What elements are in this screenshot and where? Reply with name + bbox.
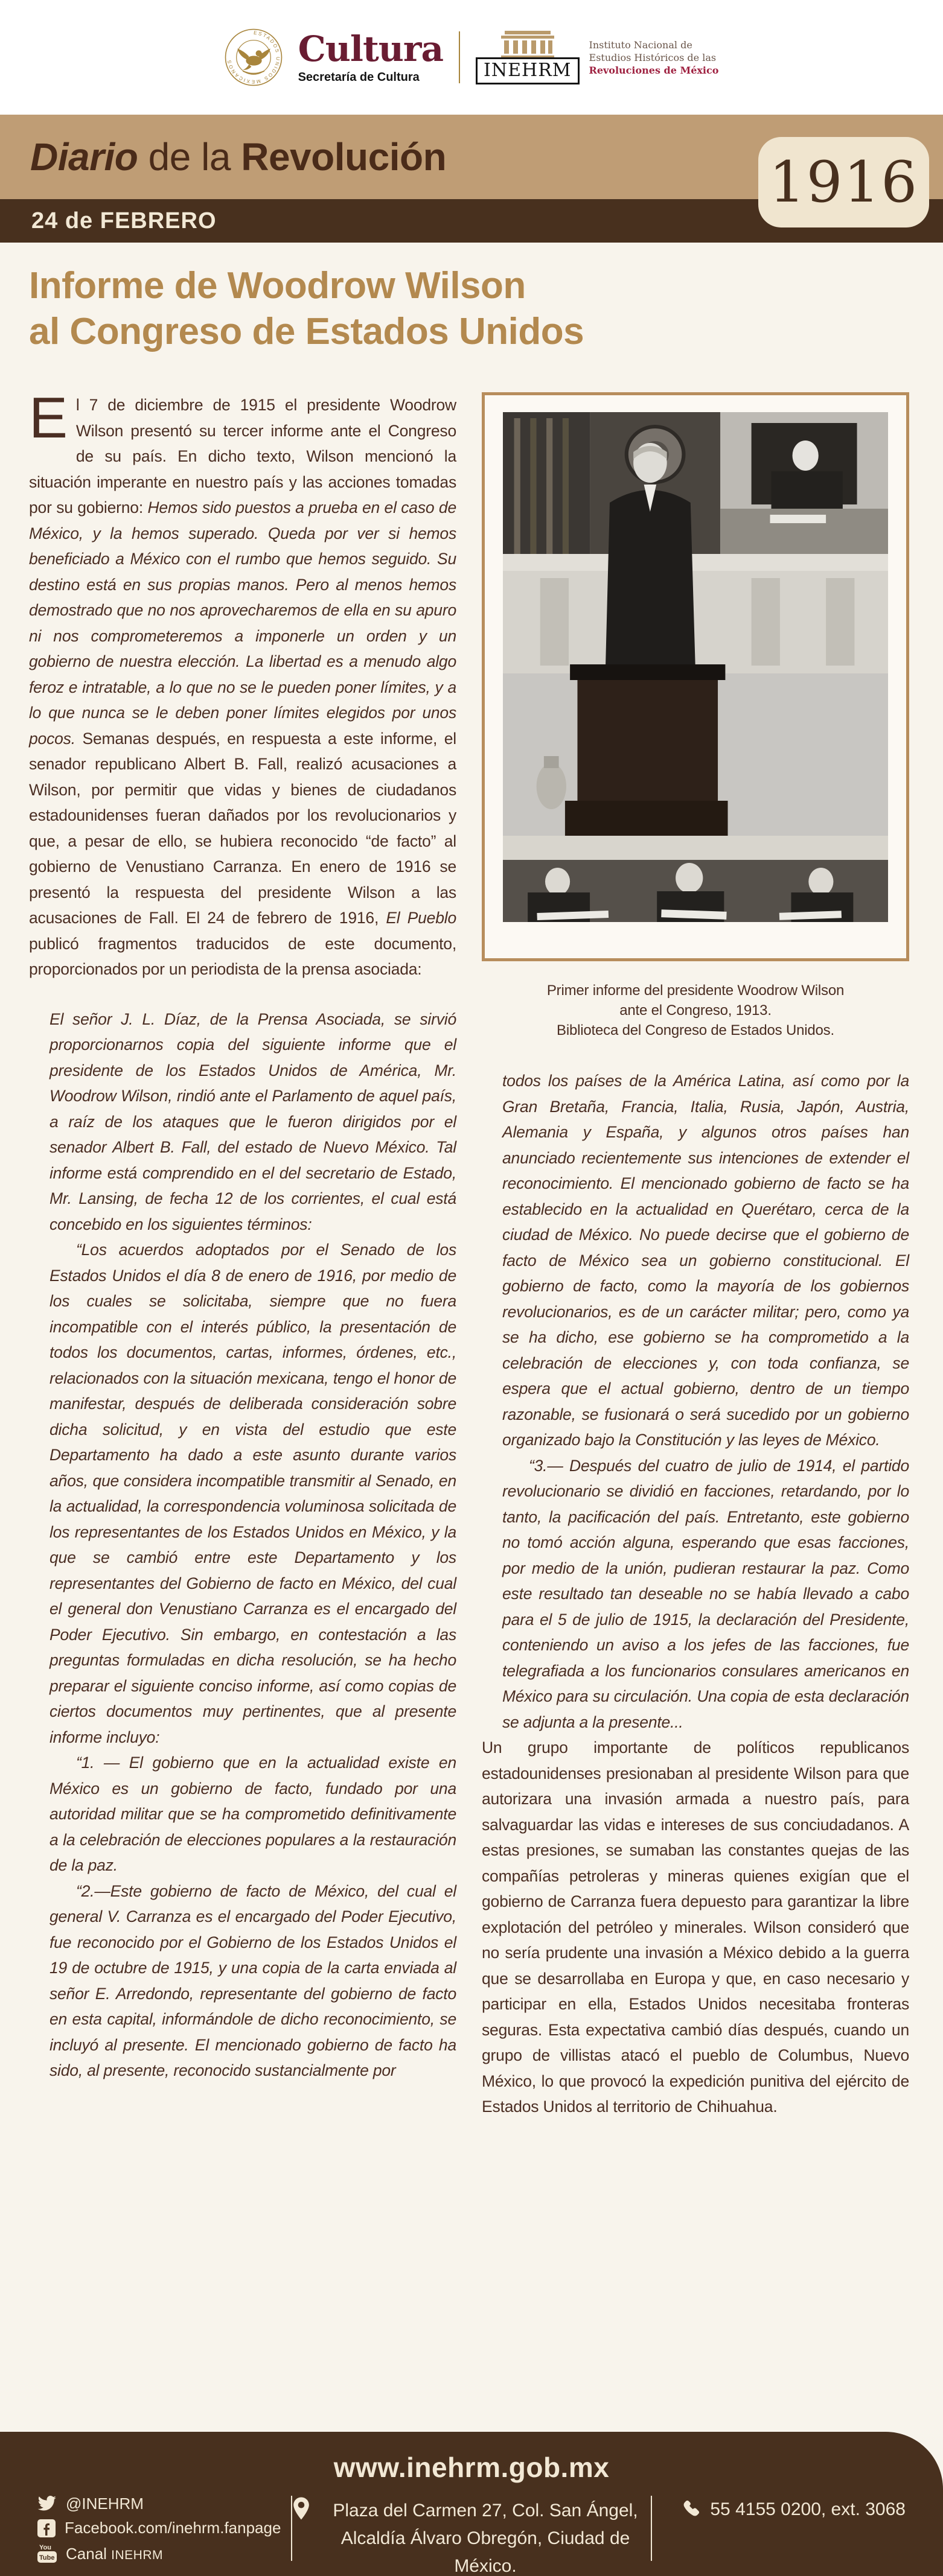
seal-circular-text: ESTADOS UNIDOS MEXICANOS	[226, 30, 281, 85]
article-title	[29, 263, 909, 355]
wilson-quote-inline: Hemos sido puestos a prueba en el caso de México, y la hemos superado. Queda por ver si hemos beneficiado a México con el rumbo que hemos seguido. Su destino está en sus propias manos. Pero al menos hemos demostrado que no nos aprovecharemos de ella en su apuro ni nos comprometeremos a imponerle un orden y un gobierno de nuestra elección. La libertad es a menudo algo feroz e intratable, a lo que no se le pueden poner límites, y a lo que nunca se le deben poner límites elegidos por unos pocos.	[29, 498, 457, 748]
masthead-title	[30, 135, 446, 179]
intro-text-1: l 7 de diciembre de 1915 el presidente Woodrow Wilson presentó su tercer informe ante el Congreso de su país. En dicho texto, Wilson mencionó la situación imperante en nuestro país y las acciones tomadas por su gobierno:	[29, 396, 456, 517]
youtube-icon	[37, 2543, 57, 2565]
photo-caption-line1: Primer informe del presidente Woodrow Wilson	[546, 982, 845, 999]
phone-block	[652, 2495, 906, 2576]
inehrm-building-icon	[501, 31, 554, 59]
inehrm-name-line3: Revoluciones de México	[589, 64, 719, 76]
facebook-icon	[37, 2519, 56, 2537]
facebook-label: Facebook.com/inehrm.fanpage	[65, 2519, 281, 2537]
website-url[interactable]: www.inehrm.gob.mx	[333, 2452, 610, 2483]
translated-report-quote-right	[502, 1068, 909, 1735]
phone-number: 55 4155 0200, ext. 3068	[710, 2499, 906, 2519]
date-label: 24 de FEBRERO	[31, 208, 217, 234]
closing-paragraph: Un grupo importante de políticos republicanos estadounidenses presionaban al presidente Wilson para que autorizara una invasión armada a nuestro país, para salvaguardar las vidas e intereses de sus conciudadanos. A estas presiones, se sumaban las constantes quejas de las compañías petroleras y mineras quienes exigían que el gobierno de Carranza fuera depuesto para garantizar la libre explotación del petróleo y minerales. Wilson consideró que no sería prudente una invasión a México debido a la guerra que se desarrollaba en Europa y que, en caso necesario y participar en ella, Estados Unidos necesitaba fronteras seguras. Esta expectativa cambió días después, cuando un grupo de villistas atacó el pueblo de Columbus, Nuevo México, lo que provocó la expedición punitiva del ejército de Estados Unidos al territorio de Chihuahua.	[482, 1738, 909, 2116]
year-badge	[758, 137, 929, 227]
el-pueblo-title: El Pueblo	[386, 909, 456, 927]
logo-divider	[459, 31, 460, 83]
left-column	[29, 386, 457, 2120]
location-pin-icon	[292, 2497, 310, 2520]
youtube-label-prefix: Canal	[66, 2544, 112, 2563]
dropcap: E	[29, 386, 68, 450]
right-column	[482, 392, 909, 2120]
address-line1: Plaza del Carmen 27, Col. San Ángel,	[333, 2501, 638, 2520]
inehrm-full-name	[589, 39, 719, 77]
photo-caption-line2: ante el Congreso, 1913.	[619, 1002, 772, 1019]
article-title-line2: al Congreso de Estados Unidos	[29, 311, 584, 352]
masthead-title-connector: de la	[138, 135, 241, 179]
quote-paragraph: “Los acuerdos adoptados por el Senado de los Estados Unidos el día 8 de enero de 1916, por medio de los cuales se solicitaba, siempre que no fuera incompatible con el interés público, la presentación de todos los documentos, cartas, informes, órdenes, etc., relacionados con la situación mexicana, tengo el honor de manifestar, después de deliberada consideración sobre dicha solicitud, y en vista del estudio que este Departamento ha dado a este asunto durante varios años, que considera incompatible transmitir al Senado, en la actualidad, la correspondencia voluminosa solicitada de los representantes de los Estados Unidos en México, y la que se cambió entre este Departamento y los representantes del Gobierno de facto en México, del cual el general don Venustiano Carranza es el encargado del Poder Ejecutivo. Sin embargo, en contestación a las preguntas formuladas en dicha resolución, se ha hecho preparar el siguiente conciso informe, así como copias de ciertos documentos muy pertinentes, que al presente informe incluyo:	[50, 1241, 456, 1746]
twitter-handle: @INEHRM	[66, 2495, 144, 2513]
youtube-link[interactable]	[37, 2543, 291, 2565]
photo-caption	[482, 981, 909, 1040]
quote-paragraph: El señor J. L. Díaz, de la Prensa Asociada, se sirvió proporcionarnos copia del siguiente informe que el presidente de los Estados Unidos de América, Mr. Woodrow Wilson, rindió ante el Parlamento de aquel país, a raíz de los ataques que le fueron dirigidos por el senador Albert B. Fall, del estado de Nuevo México. Tal informe está comprendido en el del secretario de Estado, Mr. Lansing, de fecha 12 de los corrientes, el cual está concebido en los siguientes términos:	[50, 1010, 456, 1233]
youtube-label	[66, 2545, 163, 2563]
inehrm-logo	[476, 31, 718, 84]
translated-report-quote-left	[50, 1007, 456, 2084]
twitter-icon	[37, 2496, 57, 2512]
article	[0, 243, 943, 2432]
cultura-tagline: Secretaría de Cultura	[298, 70, 420, 84]
phone-icon	[683, 2499, 700, 2516]
inehrm-name-line2: Estudios Históricos de las	[589, 51, 717, 63]
mexico-seal-icon	[225, 28, 283, 86]
inehrm-acronym: INEHRM	[476, 57, 579, 84]
intro-text-3: publicó fragmentos traducidos de este documento, proporcionados por un periodista de la prensa asociada:	[29, 934, 456, 978]
inehrm-name-line1: Instituto Nacional de	[589, 39, 692, 51]
cultura-logo	[298, 28, 444, 84]
address-block	[292, 2495, 651, 2576]
quote-paragraph: “2.—Este gobierno de facto de México, del cual el general V. Carranza es el encargado del Poder Ejecutivo, fue reconocido por el Gobierno de los Estados Unidos el 19 de octubre de 1915, y una copia de la carta enviada al señor E. Arredondo, representante del gobierno de facto en esta capital, informándole de dicho reconocimiento, se incluyó al presente. El mencionado gobierno de facto ha sido, al presente, reconocido sustancialmente por	[50, 1881, 456, 2079]
photo-caption-line3: Biblioteca del Congreso de Estados Unidos.	[557, 1022, 834, 1038]
youtube-label-acronym: INEHRM	[111, 2548, 163, 2562]
social-links	[37, 2495, 291, 2576]
cultura-wordmark: Cultura	[298, 28, 444, 69]
institutional-header	[0, 0, 943, 115]
footer	[0, 2432, 943, 2576]
youtube-icon-you: You	[39, 2544, 51, 2551]
quote-paragraph: todos los países de la América Latina, así como por la Gran Bretaña, Francia, Italia, Rusia, Japón, Austria, Alemania y España, y algunos otros países han anunciado recientemente sus intenciones de extender el reconocimiento. El mencionado gobierno de facto se ha establecido en la actualidad en Querétaro, cerca de la ciudad de México. No puede decirse que el gobierno de facto de México sea un gobierno constitucional. El gobierno de facto, como la mayoría de los gobiernos revolucionarios, es de un carácter militar; pero, como ya se ha dicho, ese gobierno se ha comprometido a la celebración de elecciones y, con toda confianza, se espera que el actual gobierno, dentro de un tiempo razonable, se fusionará o será sucedido por un gobierno organizado bajo la Constitución y las leyes de México.	[502, 1072, 909, 1449]
congress-photo	[503, 412, 888, 922]
masthead-title-diario: Diario	[30, 135, 138, 179]
address-line2: Alcaldía Álvaro Obregón, Ciudad de México.	[340, 2528, 630, 2576]
masthead-title-revolucion: Revolución	[241, 135, 447, 179]
year-label: 1916	[769, 149, 919, 215]
intro-text-2: Semanas después, en respuesta a este informe, el senador republicano Albert B. Fall, realizó acusaciones a Wilson, por permitir que vidas y bienes de ciudadanos estadounidenses fueran dañados por los revolucionarios y que, a pesar de ello, se hubiera reconocido “de facto” al gobierno de Venustiano Carranza. En enero de 1916 se presentó la respuesta del presidente Wilson a las acusaciones de Fall. El 24 de febrero de 1916,	[29, 729, 456, 927]
quote-paragraph: “1. — El gobierno que en la actualidad existe en México es un gobierno de facto, fundado por una autoridad militar que se ha comprometido definitivamente a la celebración de elecciones populares a la restauración de la paz.	[50, 1754, 456, 1874]
article-title-line1: Informe de Woodrow Wilson	[29, 265, 526, 307]
quote-paragraph: “3.— Después del cuatro de julio de 1914, el partido revolucionario se dividió en facciones, retardando, por lo tanto, la pacificación del país. Entretanto, este gobierno no tomó acción alguna, esperando que esas facciones, por medio de la unión, pudieran restaurar la paz. Como este resultado tan deseable no se había llevado a cabo para el 5 de julio de 1915, la declaración del Presidente, conteniendo un aviso a los jefes de las facciones, fue telegrafiada a los funcionarios consulares americanos en México para su circulación. Una copia de esta declaración se adjunta a la presente...	[502, 1456, 909, 1731]
facebook-link[interactable]	[37, 2519, 291, 2537]
youtube-icon-tube: Tube	[39, 2554, 55, 2562]
intro-paragraph	[29, 386, 457, 982]
twitter-link[interactable]	[37, 2495, 291, 2513]
congress-photo-frame	[482, 392, 909, 961]
